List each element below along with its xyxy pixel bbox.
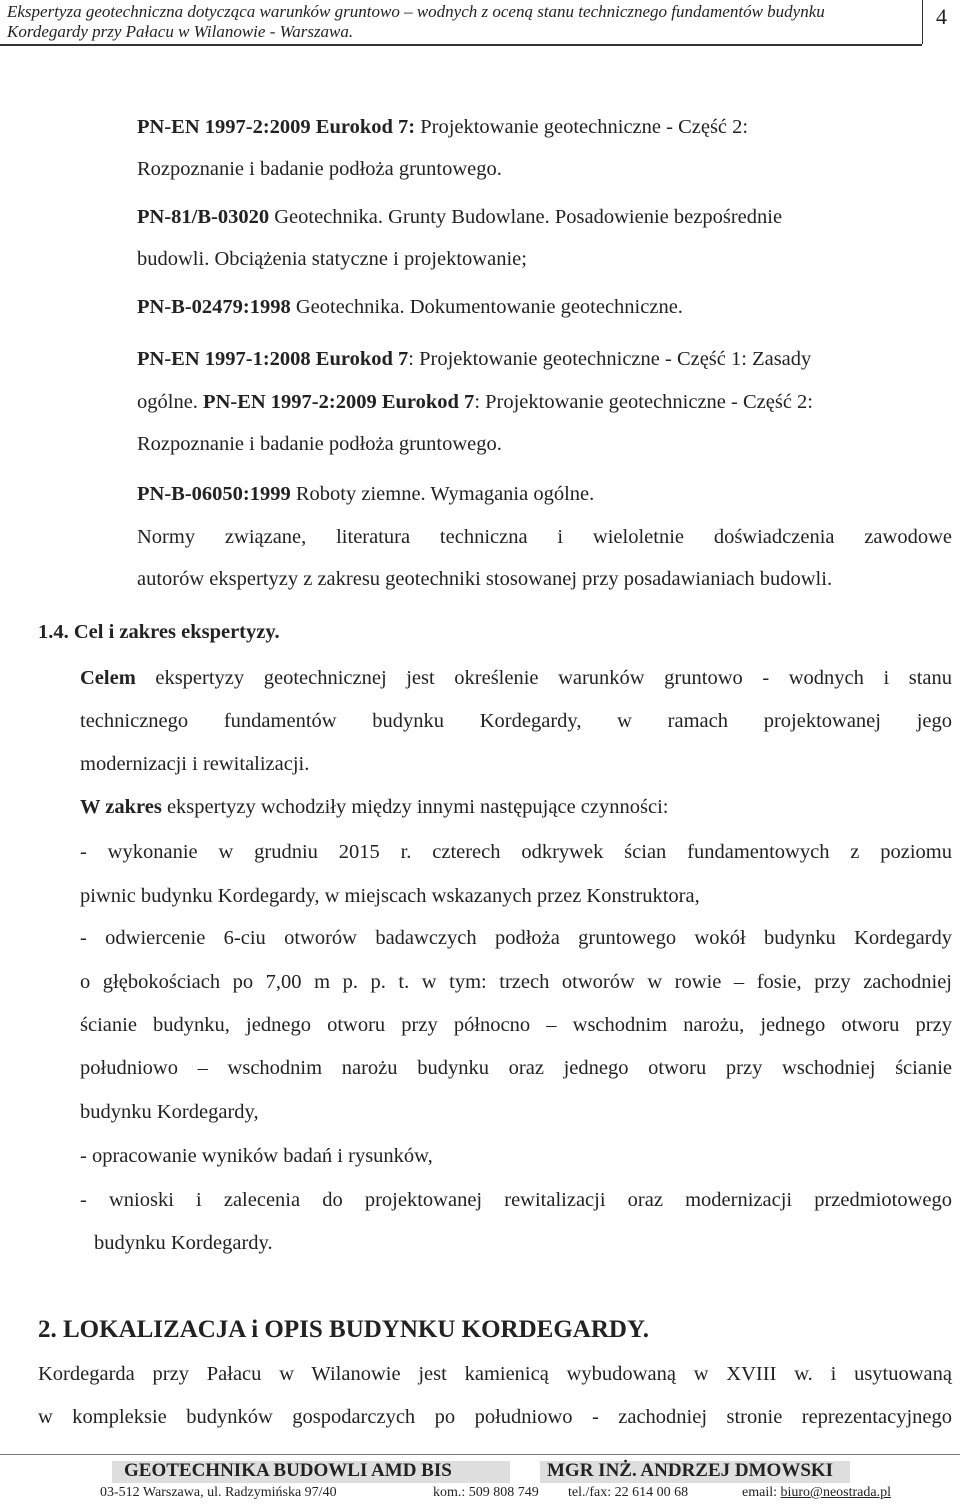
paragraph-line: w kompleksie budynków gospodarczych po południowo - zachodniej stronie reprezentacyjnego xyxy=(38,1406,952,1428)
list-item: - wnioski i zalecenia do projektowanej rewitalizacji oraz modernizacji przedmiotowego xyxy=(80,1189,952,1211)
list-item: - odwiercenie 6-ciu otworów badawczych podłoża gruntowego wokół budynku Kordegardy xyxy=(80,927,952,949)
list-item-cont: ścianie budynku, jednego otworu przy północno – wschodnim narożu, jednego otworu przy xyxy=(80,1014,952,1036)
norm-item: PN-EN 1997-1:2008 Eurokod 7: Projektowanie geotechniczne - Część 1: Zasady xyxy=(137,348,812,370)
list-item-cont: o głębokościach po 7,00 m p. p. t. w tym: trzech otworów w rowie – fosie, przy zachodniej xyxy=(80,971,952,993)
paragraph-line: Kordegarda przy Pałacu w Wilanowie jest kamienicą wybudowaną w XVIII w. i usytuowaną xyxy=(38,1363,952,1385)
footer-email: email: biuro@neostrada.pl xyxy=(742,1485,891,1500)
footer-rule xyxy=(0,1454,960,1455)
norms-note-line1: Normy związane, literatura techniczna i wieloletnie doświadczenia zawodowe xyxy=(137,526,952,548)
footer-address: 03-512 Warszawa, ul. Radzymińska 97/40 xyxy=(100,1485,337,1500)
list-item: - opracowanie wyników badań i rysunków, xyxy=(80,1145,433,1167)
norm-item-cont: Rozpoznanie i badanie podłoża gruntowego. xyxy=(137,158,502,180)
norm-item: PN-81/B-03020 Geotechnika. Grunty Budowlane. Posadowienie bezpośrednie xyxy=(137,206,783,228)
list-item-cont: południowo – wschodnim narożu budynku oraz jednego otworu przy wschodniej ścianie xyxy=(80,1057,952,1079)
paragraph-line: technicznego fundamentów budynku Kordegardy, w ramach projektowanej jego xyxy=(80,710,952,732)
norm-item-cont: Rozpoznanie i badanie podłoża gruntowego. xyxy=(137,433,502,455)
norms-note-line2: autorów ekspertyzy z zakresu geotechniki stosowanej przy posadawianiach budowli. xyxy=(137,568,833,590)
norm-item-cont: ogólne. PN-EN 1997-2:2009 Eurokod 7: Projektowanie geotechniczne - Część 2: xyxy=(137,391,814,413)
paragraph-line: Celem ekspertyzy geotechnicznej jest określenie warunków gruntowo - wodnych i stanu xyxy=(80,667,952,689)
email-link[interactable]: biuro@neostrada.pl xyxy=(780,1485,891,1500)
footer-phone: tel./fax: 22 614 00 68 xyxy=(568,1485,689,1500)
header-title-line1: Ekspertyza geotechniczna dotycząca warunków gruntowo – wodnych z oceną stanu technicznego fundamentów budynku xyxy=(7,2,825,21)
norm-item: PN-EN 1997-2:2009 Eurokod 7: Projektowanie geotechniczne - Część 2: xyxy=(137,116,749,138)
paragraph-line: modernizacji i rewitalizacji. xyxy=(80,753,310,775)
norm-item: PN-B-02479:1998 Geotechnika. Dokumentowanie geotechniczne. xyxy=(137,296,683,318)
list-item-cont: budynku Kordegardy. xyxy=(94,1232,273,1254)
footer-company: GEOTECHNIKA BUDOWLI AMD BIS xyxy=(124,1460,452,1481)
section-heading: 2. LOKALIZACJA i OPIS BUDYNKU KORDEGARDY. xyxy=(38,1316,649,1343)
paragraph-line: W zakres ekspertyzy wchodziły między innymi następujące czynności: xyxy=(80,796,669,818)
section-heading: 1.4. Cel i zakres ekspertyzy. xyxy=(38,621,280,643)
header-title-line2: Kordegardy przy Pałacu w Wilanowie - Warszawa. xyxy=(7,22,354,41)
norm-item-cont: budowli. Obciążenia statyczne i projektowanie; xyxy=(137,248,527,270)
list-item: - wykonanie w grudniu 2015 r. czterech odkrywek ścian fundamentowych z poziomu xyxy=(80,841,952,863)
header-rule xyxy=(0,44,922,46)
list-item-cont: budynku Kordegardy, xyxy=(80,1101,259,1123)
footer-engineer: MGR INŻ. ANDRZEJ DMOWSKI xyxy=(547,1460,834,1481)
norm-item: PN-B-06050:1999 Roboty ziemne. Wymagania ogólne. xyxy=(137,483,595,505)
footer-mobile: kom.: 509 808 749 xyxy=(433,1485,539,1500)
page-number: 4 xyxy=(936,4,947,29)
list-item-cont: piwnic budynku Kordegardy, w miejscach wskazanych przez Konstruktora, xyxy=(80,885,700,907)
